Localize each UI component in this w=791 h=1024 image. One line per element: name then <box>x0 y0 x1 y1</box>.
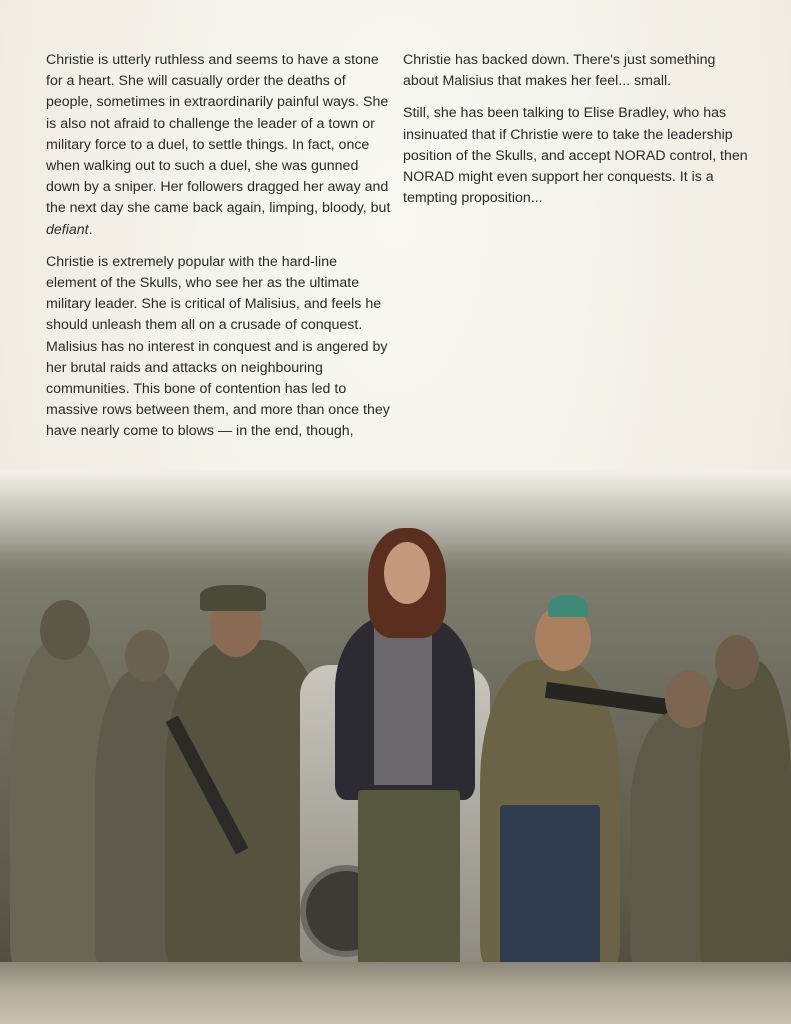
central-woman-shirt <box>374 625 432 785</box>
emphasis-text: defiant <box>46 221 89 238</box>
right-text-column <box>403 50 748 220</box>
paragraph-end: . <box>88 221 93 238</box>
right-paragraph-1: Christie has backed down. There's just something about Malisius that makes her feel... small. <box>403 52 716 90</box>
crowd-figure <box>700 660 791 970</box>
left-text-column <box>46 50 391 454</box>
mohawk-shape <box>548 595 588 617</box>
crowd-head <box>125 630 169 682</box>
central-woman-legs <box>358 790 460 970</box>
soldier-left-cap <box>200 585 266 611</box>
left-paragraph-1 <box>46 50 391 241</box>
left-paragraph-2: Christie is extremely popular with the hard-line element of the Skulls, who see her as the ultimate military leader. She is critical of Malisius, and feels he should unleash them all on a crusade of conquest. Malisius has no interest in conquest and is angered by her brutal raids and attacks on neighbouring communities. This bone of contention has led to massive rows between them, and more than once they have nearly come to blows — in the end, though, <box>46 253 390 440</box>
soldier-right-legs <box>500 805 600 965</box>
central-woman-face <box>384 542 430 604</box>
crowd-head <box>715 635 759 689</box>
illustration-crowd <box>0 470 791 1024</box>
crowd-head <box>40 600 90 660</box>
right-paragraph-2: Still, she has been talking to Elise Bradley, who has insinuated that if Christie were to take the leadership position of the Skulls, and accept NORAD control, then NORAD might even support her conquests. It is a tempting proposition... <box>403 105 748 207</box>
paragraph-text: Christie is utterly ruthless and seems to have a stone for a heart. She will casually order the deaths of people, sometimes in extraordinarily painful ways. She is also not afraid to challenge the leader of a town or military force to a duel, to settle things. In fact, once when walking out to such a duel, she was gunned down by a sniper. Her followers dragged her away and the next day she came back again, limping, bloody, but <box>46 52 391 217</box>
ground-floor <box>0 962 791 1024</box>
